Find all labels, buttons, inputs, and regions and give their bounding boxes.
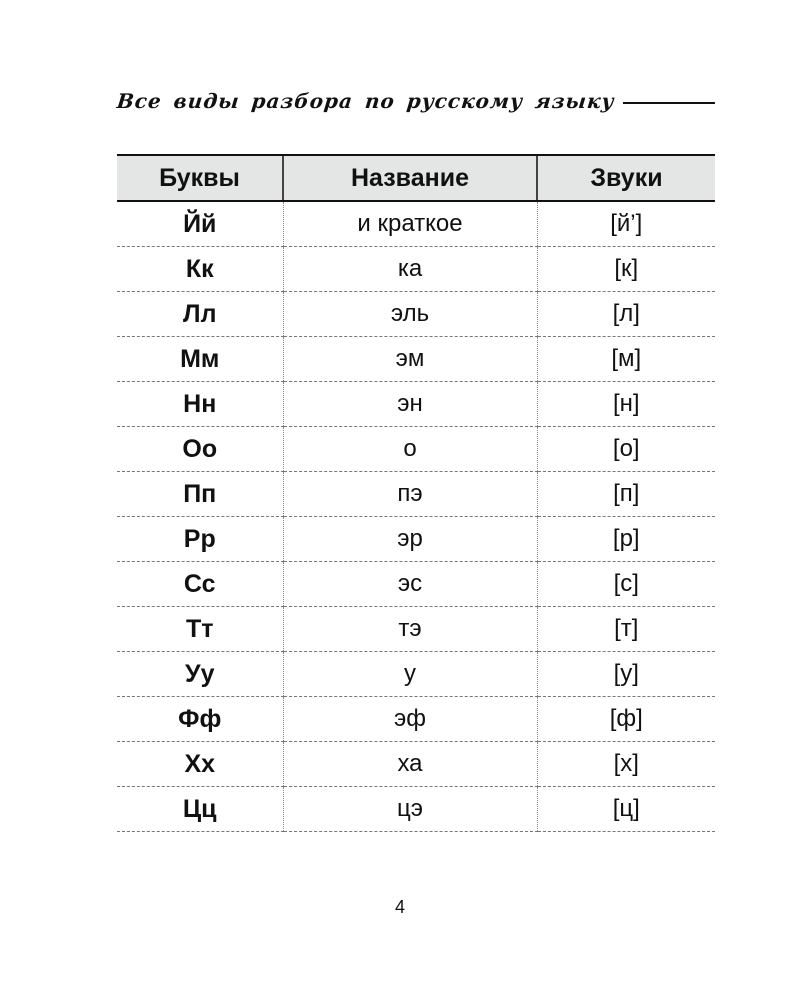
letters-cell: Йй: [117, 201, 283, 247]
table-row: [117, 562, 715, 607]
sound-cell: [к]: [537, 247, 715, 292]
sound-cell: [м]: [537, 337, 715, 382]
table-row: [117, 742, 715, 787]
name-cell: цэ: [283, 787, 537, 832]
sound-cell: [л]: [537, 292, 715, 337]
table-row: [117, 472, 715, 517]
name-cell: у: [283, 652, 537, 697]
running-head-title: Все виды разбора по русскому языку: [115, 89, 616, 113]
sound-cell: [т]: [537, 607, 715, 652]
table-row: [117, 517, 715, 562]
letters-cell: Кк: [117, 247, 283, 292]
sound-cell: [р]: [537, 517, 715, 562]
name-cell: эс: [283, 562, 537, 607]
table-row: [117, 697, 715, 742]
name-cell: эф: [283, 697, 537, 742]
name-cell: эль: [283, 292, 537, 337]
name-cell: пэ: [283, 472, 537, 517]
table-header: [117, 155, 715, 201]
page-number: 4: [394, 897, 405, 917]
letters-cell: Оо: [117, 427, 283, 472]
name-cell: о: [283, 427, 537, 472]
table-header-row: [117, 155, 715, 201]
letters-cell: Мм: [117, 337, 283, 382]
name-cell: эр: [283, 517, 537, 562]
name-cell: тэ: [283, 607, 537, 652]
letters-cell: Уу: [117, 652, 283, 697]
sound-cell: [х]: [537, 742, 715, 787]
name-cell: эм: [283, 337, 537, 382]
name-cell: эн: [283, 382, 537, 427]
sound-cell: [п]: [537, 472, 715, 517]
alphabet-table: [117, 154, 715, 832]
letters-cell: Фф: [117, 697, 283, 742]
name-cell: и краткое: [283, 201, 537, 247]
sound-cell: [с]: [537, 562, 715, 607]
name-cell: ка: [283, 247, 537, 292]
letters-cell: Нн: [117, 382, 283, 427]
table-row: [117, 337, 715, 382]
table-body: [117, 201, 715, 832]
sound-cell: [й’]: [537, 201, 715, 247]
sound-cell: [ц]: [537, 787, 715, 832]
table-row: [117, 247, 715, 292]
table-row: [117, 382, 715, 427]
table-row: [117, 607, 715, 652]
letters-cell: Хх: [117, 742, 283, 787]
name-cell: ха: [283, 742, 537, 787]
header-name: Название: [283, 155, 537, 201]
sound-cell: [н]: [537, 382, 715, 427]
header-letters: Буквы: [117, 155, 283, 201]
letters-cell: Лл: [117, 292, 283, 337]
sound-cell: [у]: [537, 652, 715, 697]
letters-cell: Рр: [117, 517, 283, 562]
table-row: [117, 787, 715, 832]
letters-cell: Цц: [117, 787, 283, 832]
table-row: [117, 201, 715, 247]
letters-cell: Пп: [117, 472, 283, 517]
sound-cell: [ф]: [537, 697, 715, 742]
header-sounds: Звуки: [537, 155, 715, 201]
letters-cell: Тт: [117, 607, 283, 652]
letters-cell: Сс: [117, 562, 283, 607]
sound-cell: [о]: [537, 427, 715, 472]
running-head: [117, 84, 715, 118]
running-head-rule: [623, 102, 715, 104]
table-row: [117, 427, 715, 472]
table-row: [117, 292, 715, 337]
table-row: [117, 652, 715, 697]
